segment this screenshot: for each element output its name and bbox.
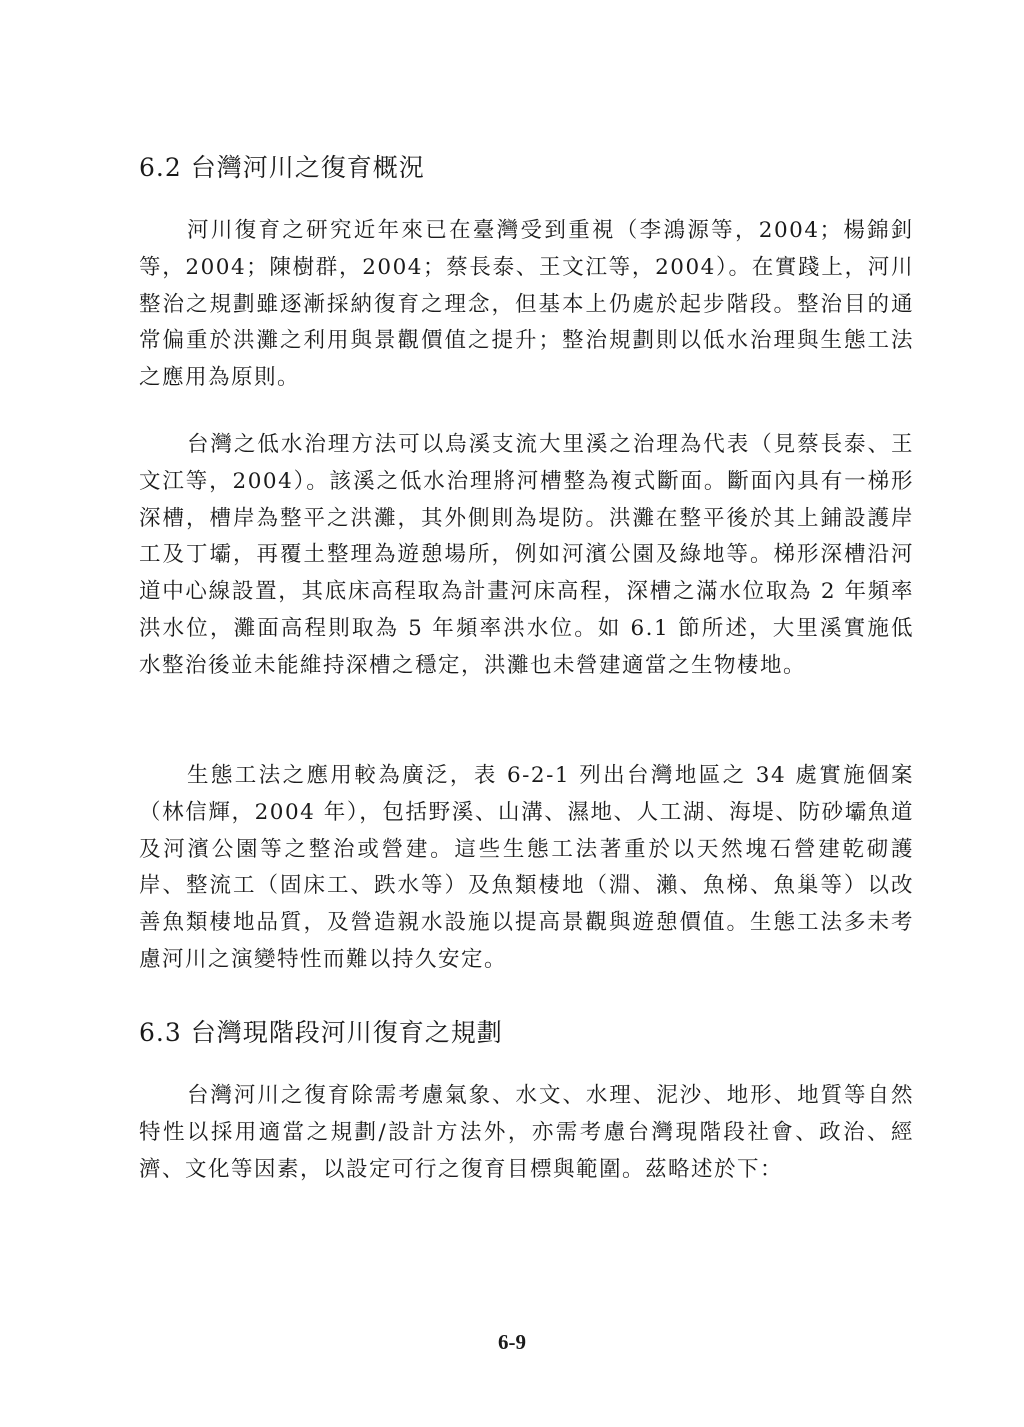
section-heading-6-3: 6.3 台灣現階段河川復育之規劃 — [139, 1018, 503, 1047]
paragraph-low-water-management: 台灣之低水治理方法可以烏溪支流大里溪之治理為代表（見蔡長泰、王文江等，2004）。該溪之低水治理將河槽整為複式斷面。斷面內具有一梯形深槽，槽岸為整平之洪灘，其外側則為堤防。洪灘在整平後於其上鋪設護岸工及丁壩，再覆土整理為遊憩場所，例如河濱公園及綠地等。梯形深槽沿河道中心線設置，其底床高程取為計畫河床高程，深槽之滿水位取為 2 年頻率洪水位，灘面高程則取為 5 年頻率洪水位。如 6.1 節所述，大里溪實施低水整治後並未能維持深槽之穩定，洪灘也未營建適當之生物棲地。 — [139, 432, 914, 678]
paragraph-ecological-engineering: 生態工法之應用較為廣泛，表 6-2-1 列出台灣地區之 34 處實施個案（林信輝，2004 年），包括野溪、山溝、濕地、人工湖、海堤、防砂壩魚道及河濱公園等之整治或營建。這些生態工法著重於以天然塊石營建乾砌護岸、整流工（固床工、跌水等）及魚類棲地（淵、瀨、魚梯、魚巢等）以改善魚類棲地品質，及營造親水設施以提高景觀與遊憩價值。生態工法多未考慮河川之演變特性而難以持久安定。 — [139, 763, 914, 972]
paragraph-restoration-planning: 台灣河川之復育除需考慮氣象、水文、水理、泥沙、地形、地質等自然特性以採用適當之規劃/設計方法外，亦需考慮台灣現階段社會、政治、經濟、文化等因素，以設定可行之復育目標與範圍。茲略述於下： — [139, 1083, 914, 1182]
page-number: 6-9 — [498, 1330, 526, 1354]
section-heading-6-2: 6.2 台灣河川之復育概況 — [139, 153, 425, 182]
paragraph-river-restoration-research: 河川復育之研究近年來已在臺灣受到重視（李鴻源等，2004；楊錦釗等，2004；陳樹群，2004；蔡長泰、王文江等，2004）。在實踐上，河川整治之規劃雖逐漸採納復育之理念，但基本上仍處於起步階段。整治目的通常偏重於洪灘之利用與景觀價值之提升；整治規劃則以低水治理與生態工法之應用為原則。 — [139, 218, 914, 391]
